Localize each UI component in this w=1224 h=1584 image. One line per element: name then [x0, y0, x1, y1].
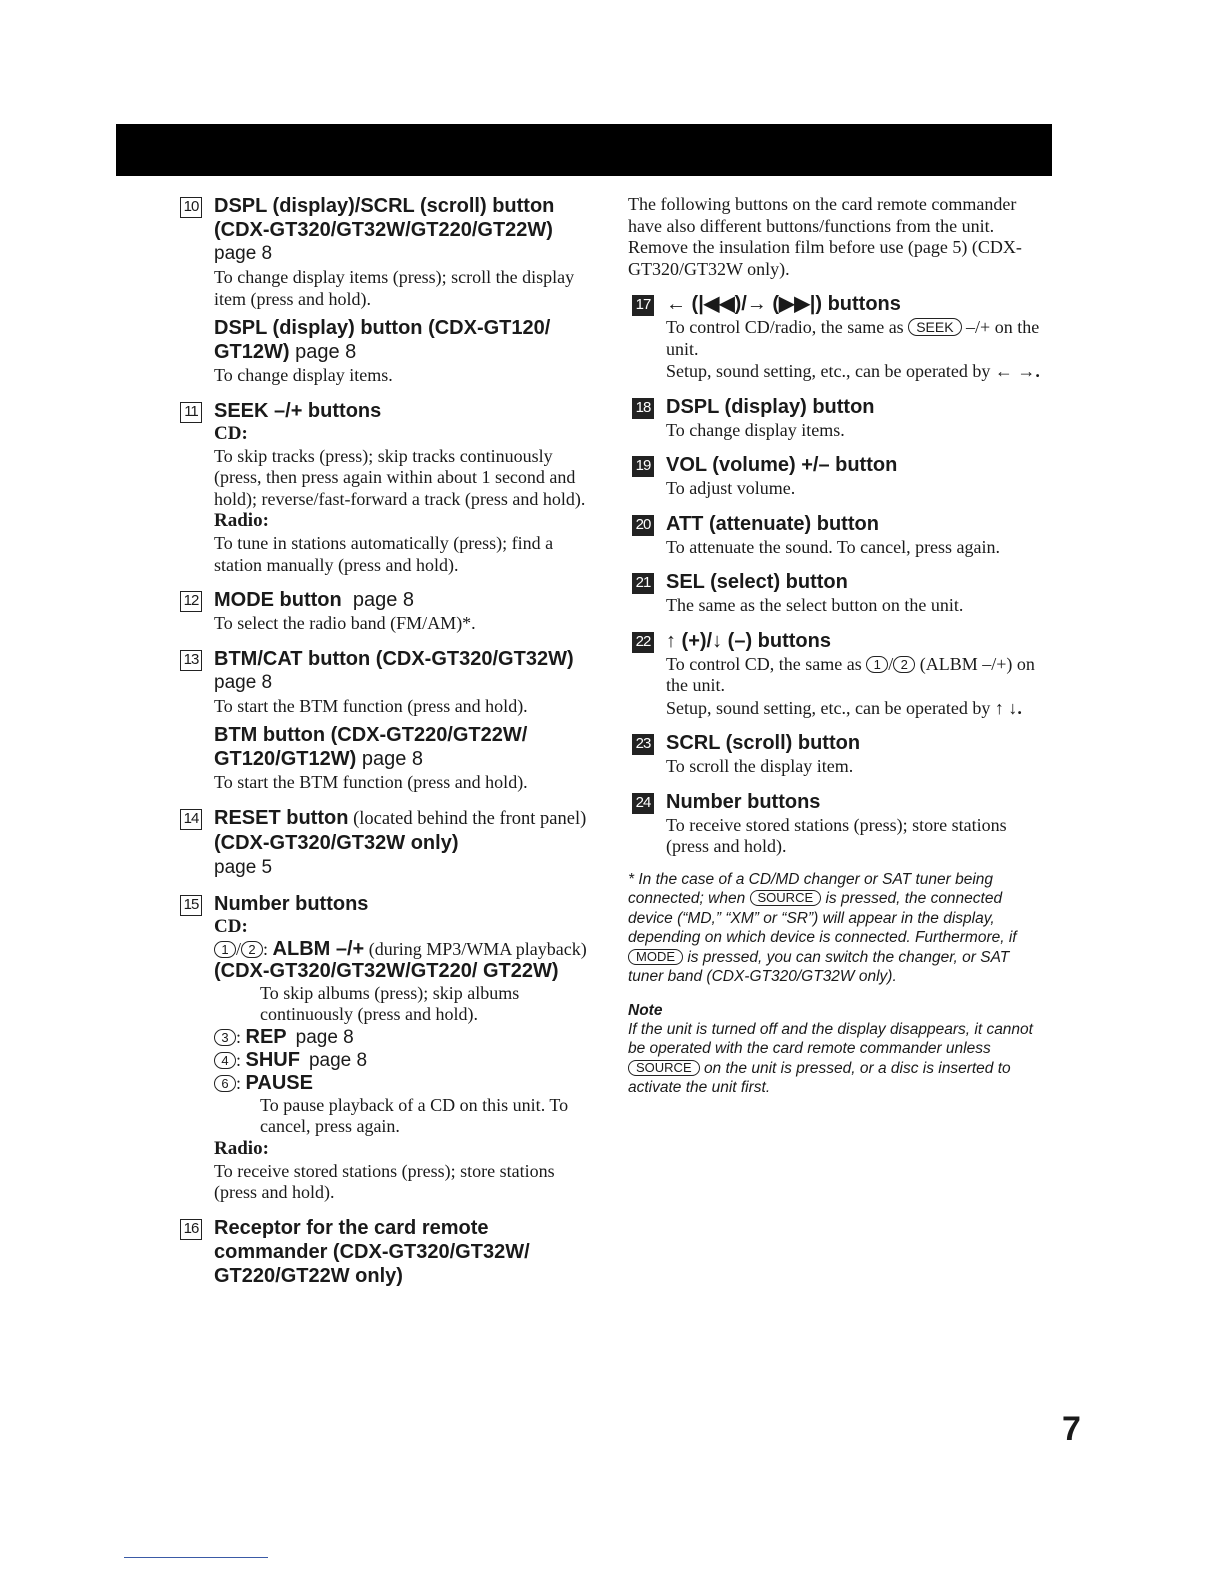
- radio-description: To tune in stations automatically (press); find a station manually (press and hold).: [214, 533, 554, 575]
- item-15: [176, 892, 596, 1204]
- item-14: [176, 806, 596, 880]
- item-number: 14: [180, 809, 202, 830]
- left-right-arrows-icon: ← →.: [994, 361, 1040, 381]
- item-number: 24: [632, 793, 654, 814]
- item-18: [628, 395, 1046, 442]
- item-title: Number buttons: [214, 892, 369, 915]
- key-1-icon: 1: [214, 941, 236, 958]
- right-column: [628, 194, 1046, 1098]
- item-description: To start the BTM function (press and hold).: [214, 695, 528, 716]
- item-title: ← (|◀◀)/→ (▶▶|) buttons: [666, 293, 901, 315]
- note-text: If the unit is turned off and the display disappears, it cannot be operated with the card remote commander unless SOURCE on the unit is pressed, or a disc is inserted to activate the unit first.: [628, 1020, 1033, 1096]
- item-description-2: Setup, sound setting, etc., can be operated by ↑ ↓.: [666, 697, 1022, 718]
- source-key-icon: SOURCE: [750, 890, 822, 906]
- item-title: BTM/CAT button (CDX-GT320/GT32W): [214, 647, 574, 670]
- item-description: To select the radio band (FM/AM)*.: [214, 613, 476, 633]
- item-description: To control CD/radio, the same as SEEK –/+ on the unit.: [666, 317, 1040, 359]
- item-number: 18: [632, 398, 654, 419]
- key-6-icon: 6: [214, 1075, 236, 1092]
- subitem-description: To start the BTM function (press and hold).: [214, 772, 528, 792]
- item-number: 11: [180, 402, 202, 423]
- item-number: 22: [632, 632, 654, 653]
- radio-label: Radio:: [214, 510, 269, 531]
- up-down-arrows-icon: ↑ ↓.: [994, 697, 1022, 718]
- radio-label: Radio:: [214, 1137, 269, 1159]
- radio-description: To receive stored stations (press); store stations (press and hold).: [214, 1160, 555, 1202]
- item-title: SCRL (scroll) button: [666, 732, 861, 754]
- item-title: ↑ (+)/↓ (–) buttons: [666, 629, 831, 652]
- item-number: 15: [180, 895, 202, 916]
- item-title: DSPL (display) button: [666, 395, 875, 418]
- note-heading: Note: [628, 1001, 663, 1019]
- subitem-description: To change display items.: [214, 365, 393, 385]
- page-number: 7: [1062, 1410, 1081, 1448]
- item-title: MODE button page 8: [214, 589, 415, 611]
- item-title: VOL (volume) +/– button: [666, 454, 898, 476]
- mode-key-icon: MODE: [628, 949, 683, 965]
- item-13: [176, 647, 596, 794]
- item-title: Receptor for the card remote commander (CDX-GT320/GT32W/ GT220/GT22W only): [214, 1216, 530, 1287]
- footnote: * In the case of a CD/MD changer or SAT tuner being connected; when SOURCE is pressed, the connected device (“MD,” “XM” or “SR”) will appear in the display, depending on which device is connected. Furthermore, if MODE is pressed, you can switch the changer, or SAT tuner band (CDX-GT320/GT32W only).: [628, 870, 1017, 985]
- item-description: To change display items (press); scroll the display item (press and hold).: [214, 267, 575, 309]
- subitem-title: BTM button (CDX-GT220/GT22W/ GT120/GT12W) page 8: [214, 724, 528, 770]
- intro-text: The following buttons on the card remote commander have also different buttons/functions from the unit. Remove the insulation film before use (page 5) (CDX-GT320/GT32W only).: [628, 194, 1022, 279]
- item-description: To change display items.: [666, 419, 845, 440]
- item-number: 16: [180, 1219, 202, 1240]
- page-ref: page 8: [214, 671, 273, 693]
- key-2-icon: 2: [241, 941, 263, 958]
- item-23: [628, 731, 1046, 778]
- item-24: [628, 790, 1046, 858]
- cd-label: CD:: [214, 915, 248, 937]
- seek-key-icon: SEEK: [908, 318, 961, 336]
- item-title: ATT (attenuate) button: [666, 512, 879, 535]
- page-ref: page 5: [214, 856, 273, 878]
- key-1-icon: 1: [866, 656, 888, 673]
- item-11: [176, 399, 596, 577]
- item-16: [176, 1216, 596, 1288]
- albm-description: To skip albums (press); skip albums continuously (press and hold).: [260, 982, 520, 1024]
- item-number: 21: [632, 573, 654, 594]
- item-description: To receive stored stations (press); store stations (press and hold).: [666, 814, 1007, 856]
- item-number: 13: [180, 650, 202, 671]
- shuf-line: 4 : SHUF page 8: [214, 1049, 596, 1072]
- item-description: To scroll the display item.: [666, 756, 854, 776]
- item-17: [628, 292, 1046, 383]
- rep-line: 3 : REP page 8: [214, 1026, 596, 1049]
- page-ref: page 8: [214, 243, 273, 264]
- item-20: [628, 512, 1046, 559]
- item-number: 12: [180, 591, 202, 612]
- item-number: 17: [632, 295, 654, 316]
- pause-line: 6 : PAUSE: [214, 1072, 596, 1094]
- item-title: Number buttons: [666, 790, 821, 813]
- footer-rule: [124, 1557, 268, 1558]
- item-22: [628, 629, 1046, 720]
- item-number: 19: [632, 456, 654, 477]
- item-21: [628, 570, 1046, 617]
- key-2-icon: 2: [893, 656, 915, 673]
- pause-description: To pause playback of a CD on this unit. To cancel, press again.: [260, 1094, 569, 1136]
- item-19: [628, 453, 1046, 500]
- item-number: 10: [180, 197, 202, 218]
- cd-label: CD:: [214, 422, 248, 444]
- item-number: 23: [632, 734, 654, 755]
- item-10: [176, 194, 596, 387]
- item-12: [176, 588, 596, 635]
- albm-line: 1 / 2 : ALBM –/+ (during MP3/WMA playback) (CDX-GT320/GT32W/GT220/ GT22W): [214, 937, 587, 982]
- item-title: SEEK –/+ buttons: [214, 399, 382, 422]
- key-4-icon: 4: [214, 1052, 236, 1069]
- item-title: DSPL (display)/SCRL (scroll) button (CDX-GT320/GT32W/GT220/GT22W): [214, 195, 555, 241]
- item-title: SEL (select) button: [666, 571, 848, 593]
- left-column: [176, 194, 596, 1300]
- key-3-icon: 3: [214, 1029, 236, 1046]
- item-description: To control CD, the same as 1 / 2 (ALBM –/+) on the unit.: [666, 653, 1035, 695]
- cd-description: To skip tracks (press); skip tracks continuously (press, then press again within about 1 second and hold); reverse/fast-forward a track (press and hold).: [214, 445, 586, 509]
- item-description: To attenuate the sound. To cancel, press again.: [666, 536, 1001, 557]
- item-description: The same as the select button on the unit.: [666, 595, 964, 615]
- header-bar: [116, 124, 1052, 176]
- item-title: RESET button (located behind the front panel) (CDX-GT320/GT32W only): [214, 806, 587, 854]
- item-description-2: Setup, sound setting, etc., can be operated by ← →.: [666, 361, 1040, 381]
- source-key-icon: SOURCE: [628, 1060, 700, 1076]
- item-description: To adjust volume.: [666, 478, 796, 498]
- subitem-title: DSPL (display) button (CDX-GT120/ GT12W) page 8: [214, 317, 551, 363]
- item-number: 20: [632, 515, 654, 536]
